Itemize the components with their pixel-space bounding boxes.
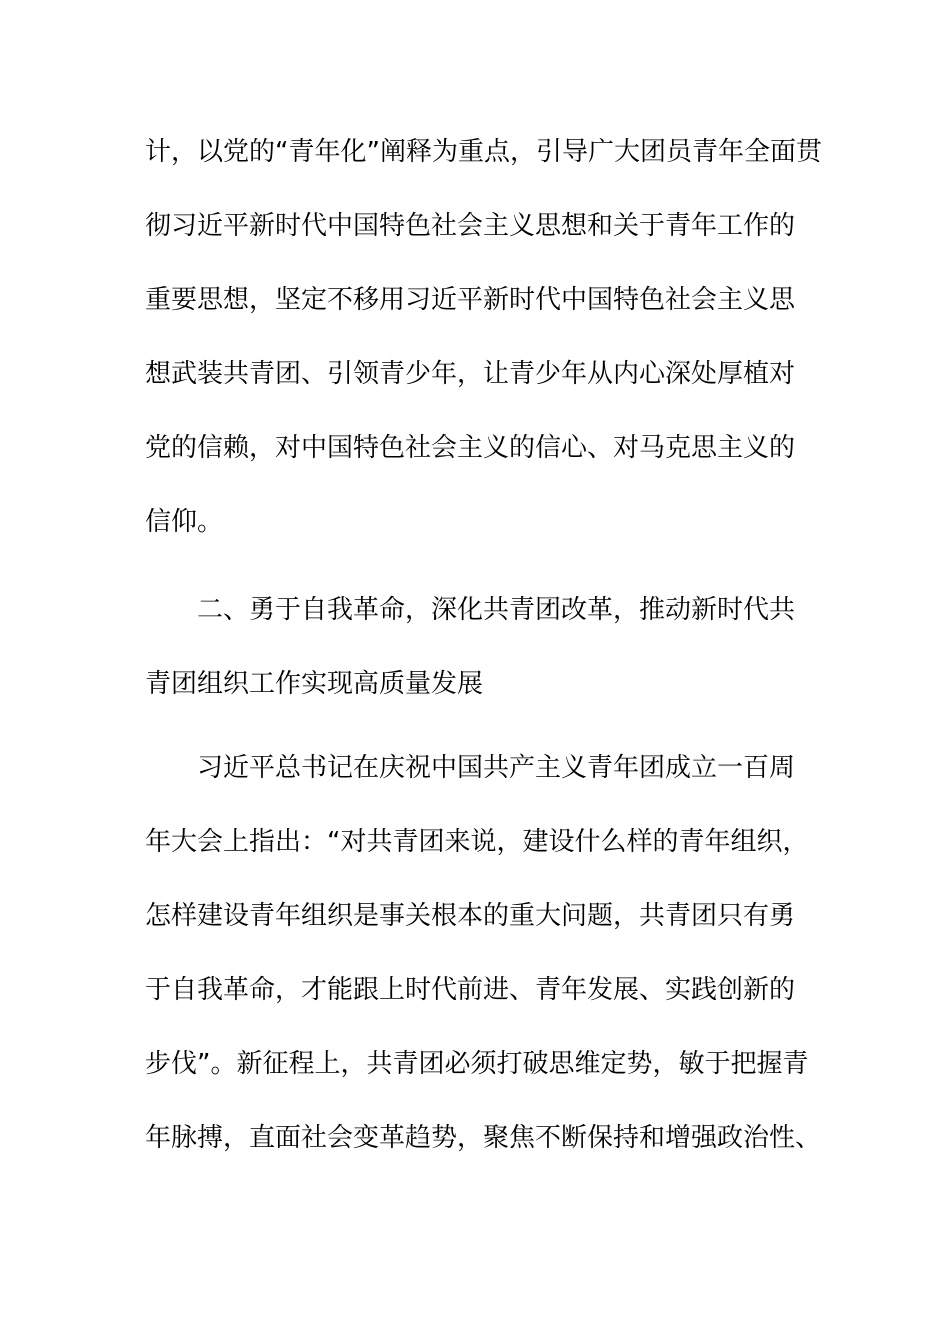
paragraph-2-line-3: 怎样建设青年组织是事关根本的重大问题，共青团只有勇 xyxy=(145,901,796,931)
paragraph-2-line-1: 习近平总书记在庆祝中国共产主义青年团成立一百周 xyxy=(197,753,796,783)
paragraph-2-line-6: 年脉搏，直面社会变革趋势，聚焦不断保持和增强政治性、 xyxy=(145,1123,822,1153)
paragraph-1-line-4: 想武装共青团、引领青少年，让青少年从内心深处厚植对 xyxy=(145,359,796,389)
paragraph-1-line-6: 信仰。 xyxy=(145,507,224,537)
section-heading-line-2: 青团组织工作实现高质量发展 xyxy=(145,669,484,699)
paragraph-1-line-2: 彻习近平新时代中国特色社会主义思想和关于青年工作的 xyxy=(145,211,796,241)
paragraph-1-line-5: 党的信赖，对中国特色社会主义的信心、对马克思主义的 xyxy=(145,433,796,463)
paragraph-1-line-1: 计，以党的“青年化”阐释为重点，引导广大团员青年全面贯 xyxy=(145,137,822,167)
paragraph-2-line-5: 步伐”。新征程上，共青团必须打破思维定势，敏于把握青 xyxy=(145,1049,809,1079)
paragraph-2-line-2: 年大会上指出：“对共青团来说，建设什么样的青年组织， xyxy=(145,827,809,857)
paragraph-1-line-3: 重要思想，坚定不移用习近平新时代中国特色社会主义思 xyxy=(145,285,796,315)
section-heading-line-1: 二、勇于自我革命，深化共青团改革，推动新时代共 xyxy=(197,595,796,625)
paragraph-2-line-4: 于自我革命，才能跟上时代前进、青年发展、实践创新的 xyxy=(145,975,796,1005)
